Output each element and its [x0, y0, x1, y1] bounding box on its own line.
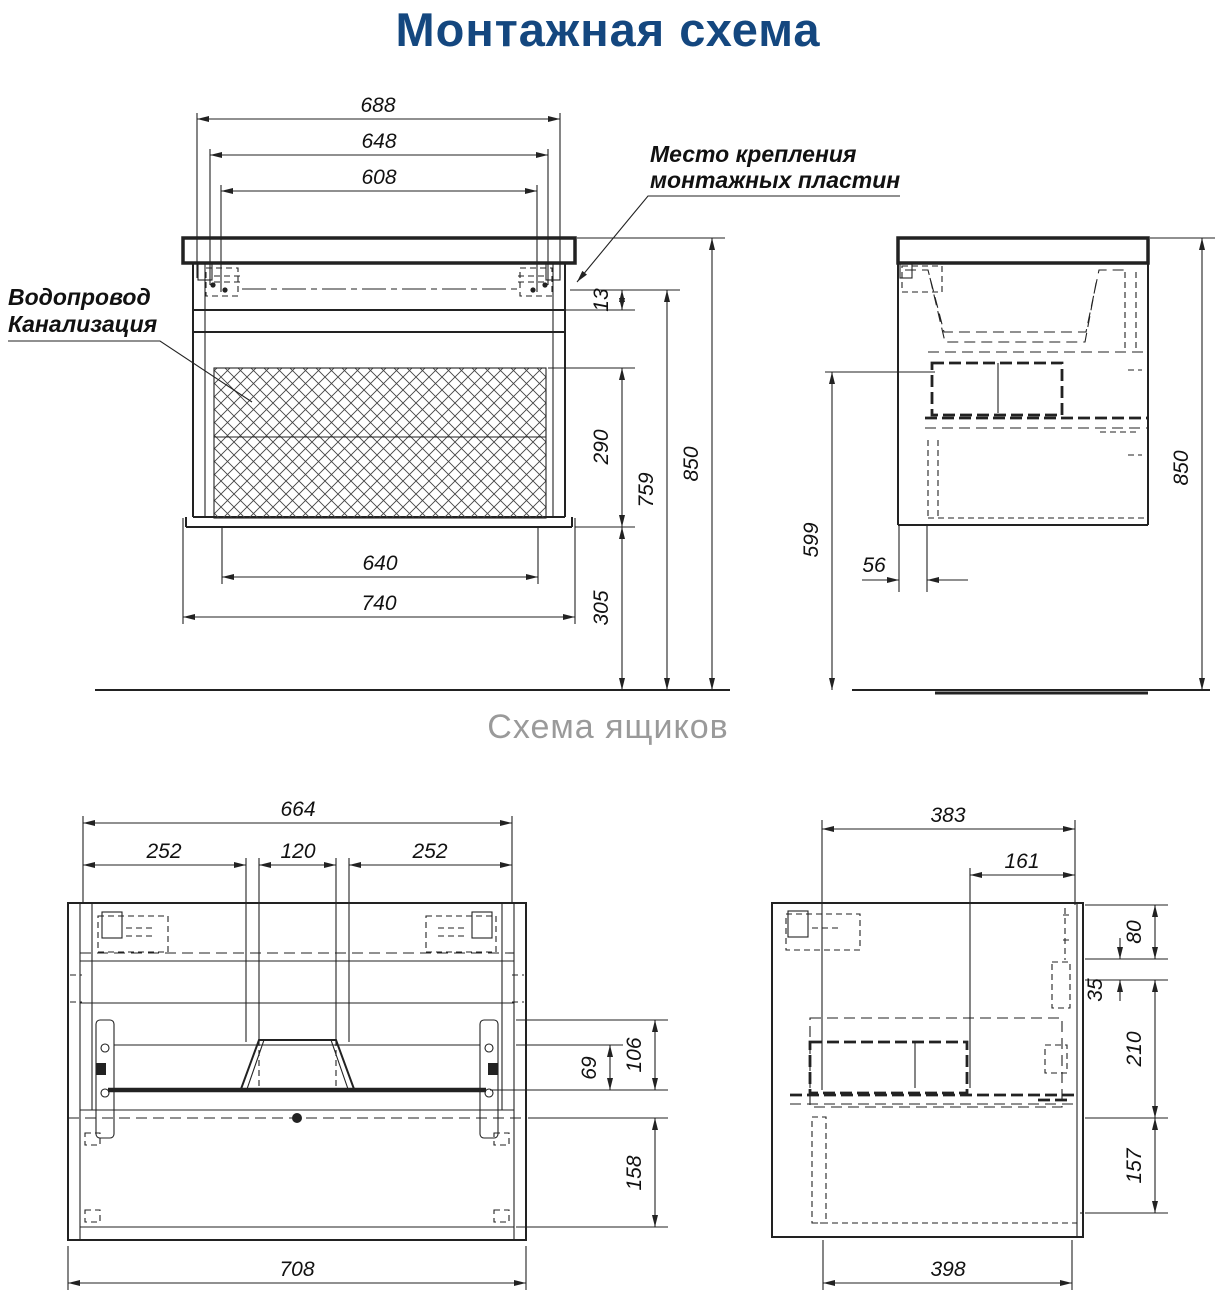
dim-bottom-drawer-height: 158: [623, 1155, 646, 1191]
dim-drawer-width: 640: [362, 552, 398, 575]
dim-outer-width: 708: [279, 1258, 315, 1281]
dim-total-height: 850: [680, 446, 703, 482]
dim-left-section: 252: [146, 840, 182, 863]
mounting-plate-left: [98, 912, 168, 952]
drawers-section-title: Схема ящиков: [487, 708, 729, 746]
dim-inner-width: 608: [361, 166, 397, 189]
dim-plate-offset: 13: [590, 288, 613, 312]
dim-right-section: 252: [412, 840, 448, 863]
drawer-front-view: [68, 798, 668, 1290]
side-view: [800, 238, 1215, 693]
countertop-side: [898, 238, 1148, 263]
screw: [292, 1113, 302, 1123]
dim-floor-clearance: 305: [590, 590, 613, 626]
mounting-plate-right: [518, 264, 560, 296]
dim-wall-offset: 56: [862, 554, 886, 577]
dim-bottom-depth: 398: [930, 1258, 966, 1281]
dim-niche-height: 290: [590, 429, 613, 465]
dim-upper-drawer: 210: [1123, 1031, 1146, 1067]
plumbing-label-line2: Канализация: [8, 311, 158, 337]
leader-line: [577, 196, 900, 282]
drawer-side-view: [772, 804, 1168, 1290]
dim-inner-width: 664: [280, 798, 316, 821]
dim-mid-width: 648: [361, 130, 397, 153]
plumbing-niche-hatch: [214, 368, 546, 518]
page-title: Монтажная схема: [395, 3, 821, 56]
dim-countertop-width: 740: [361, 592, 397, 615]
dim-top-gap: 80: [1123, 920, 1146, 944]
dim-lower-drawer: 157: [1123, 1148, 1146, 1184]
dim-gap: 35: [1084, 978, 1107, 1002]
mounting-plates-label-line2: монтажных пластин: [650, 167, 901, 193]
front-view: [95, 94, 730, 690]
dim-outer-width: 688: [360, 94, 396, 117]
dim-slide-height: 106: [623, 1037, 646, 1073]
plumbing-label-line1: Водопровод: [8, 284, 151, 310]
mounting-plate-left: [198, 264, 240, 296]
dim-drain-height: 599: [800, 522, 823, 558]
drawer-slide-left: [96, 1020, 114, 1138]
drawer-slide-right: [480, 1020, 498, 1138]
mounting-plates-label-line1: Место крепления: [650, 141, 857, 167]
mounting-plate-right: [426, 912, 496, 952]
dim-cutout-depth: 69: [578, 1056, 601, 1080]
siphon-cutout: [241, 1040, 354, 1089]
dim-underside-height: 759: [635, 472, 658, 508]
dim-drain-offset: 161: [1004, 850, 1040, 873]
countertop: [183, 238, 575, 263]
dim-total-height-side: 850: [1170, 450, 1193, 486]
mounting-plates-annotation: [577, 141, 900, 282]
dim-center-section: 120: [280, 840, 316, 863]
dim-depth: 383: [930, 804, 966, 827]
